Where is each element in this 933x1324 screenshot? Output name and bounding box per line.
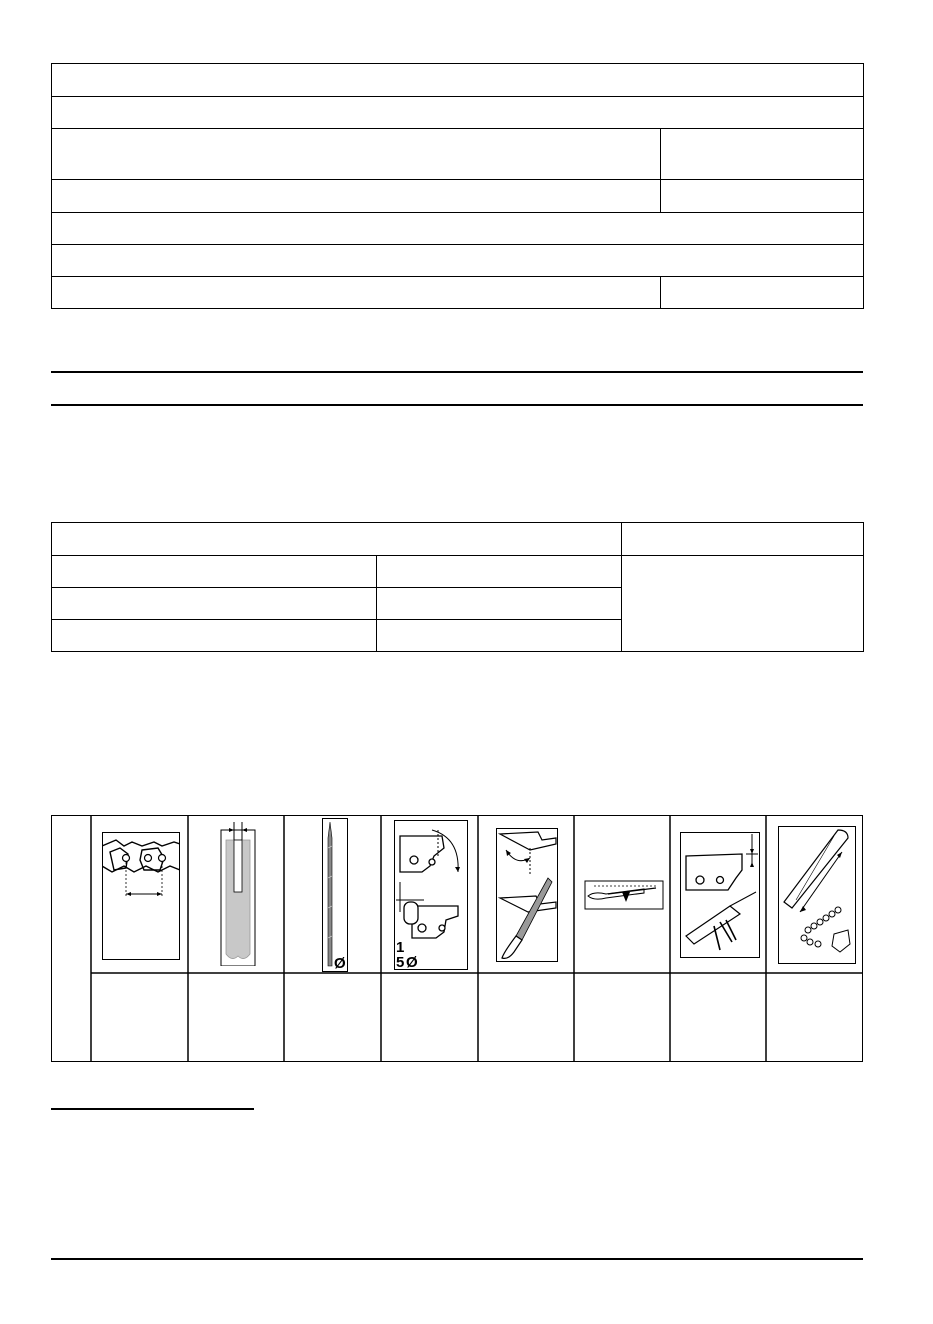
cutter-angle-icon <box>394 820 468 970</box>
file-holder-icon <box>496 828 558 962</box>
spec-row-3-value <box>661 129 864 180</box>
spec-row-5 <box>52 213 864 245</box>
spec-row-3-label <box>52 129 661 180</box>
depth-gauge-diameter-symbol: Ø <box>406 954 418 970</box>
spec-row-6 <box>52 245 864 277</box>
bar-and-chain-icon <box>778 826 856 964</box>
illustration-table <box>51 815 863 1062</box>
spec-row-4-value <box>661 180 864 213</box>
chain-row-1-b <box>377 556 622 588</box>
illustration-label-7 <box>673 976 765 1060</box>
spec-row-2 <box>52 97 864 129</box>
spec-row-4-label <box>52 180 661 213</box>
chain-row-3-a <box>52 620 377 652</box>
round-file-icon <box>322 818 348 972</box>
spec-row-7-value <box>661 277 864 309</box>
chain-row-1-a <box>52 556 377 588</box>
section-rule-top <box>51 371 863 373</box>
page-footer-rule <box>51 1258 863 1260</box>
chain-pitch-icon <box>102 832 180 960</box>
chain-row-2-a <box>52 588 377 620</box>
illustration-label-4 <box>384 976 477 1060</box>
specifications-table <box>51 63 864 309</box>
illustration-label-5 <box>481 976 573 1060</box>
chain-header-right <box>622 523 864 556</box>
illustration-label-8 <box>769 976 861 1060</box>
illustration-label-6 <box>577 976 669 1060</box>
chain-merged-cell <box>622 556 864 652</box>
illustration-label-1 <box>94 976 188 1060</box>
footnote-rule <box>51 1108 254 1110</box>
chain-header-left <box>52 523 622 556</box>
depth-gauge-icon <box>680 832 760 958</box>
illustration-label-3 <box>287 976 380 1060</box>
chain-row-3-b <box>377 620 622 652</box>
section-rule-bottom <box>51 404 863 406</box>
illustration-label-2 <box>191 976 283 1060</box>
diameter-symbol: Ø <box>334 955 346 972</box>
spec-row-7-label <box>52 277 661 309</box>
bar-chain-table <box>51 522 864 652</box>
file-handle-icon <box>584 880 664 910</box>
chain-row-2-b <box>377 588 622 620</box>
depth-gauge-fraction-numerator: 1 <box>396 939 405 956</box>
drive-link-gauge-icon <box>218 822 258 966</box>
depth-gauge-fraction-denominator: 5 <box>396 954 405 970</box>
spec-row-1 <box>52 64 864 97</box>
